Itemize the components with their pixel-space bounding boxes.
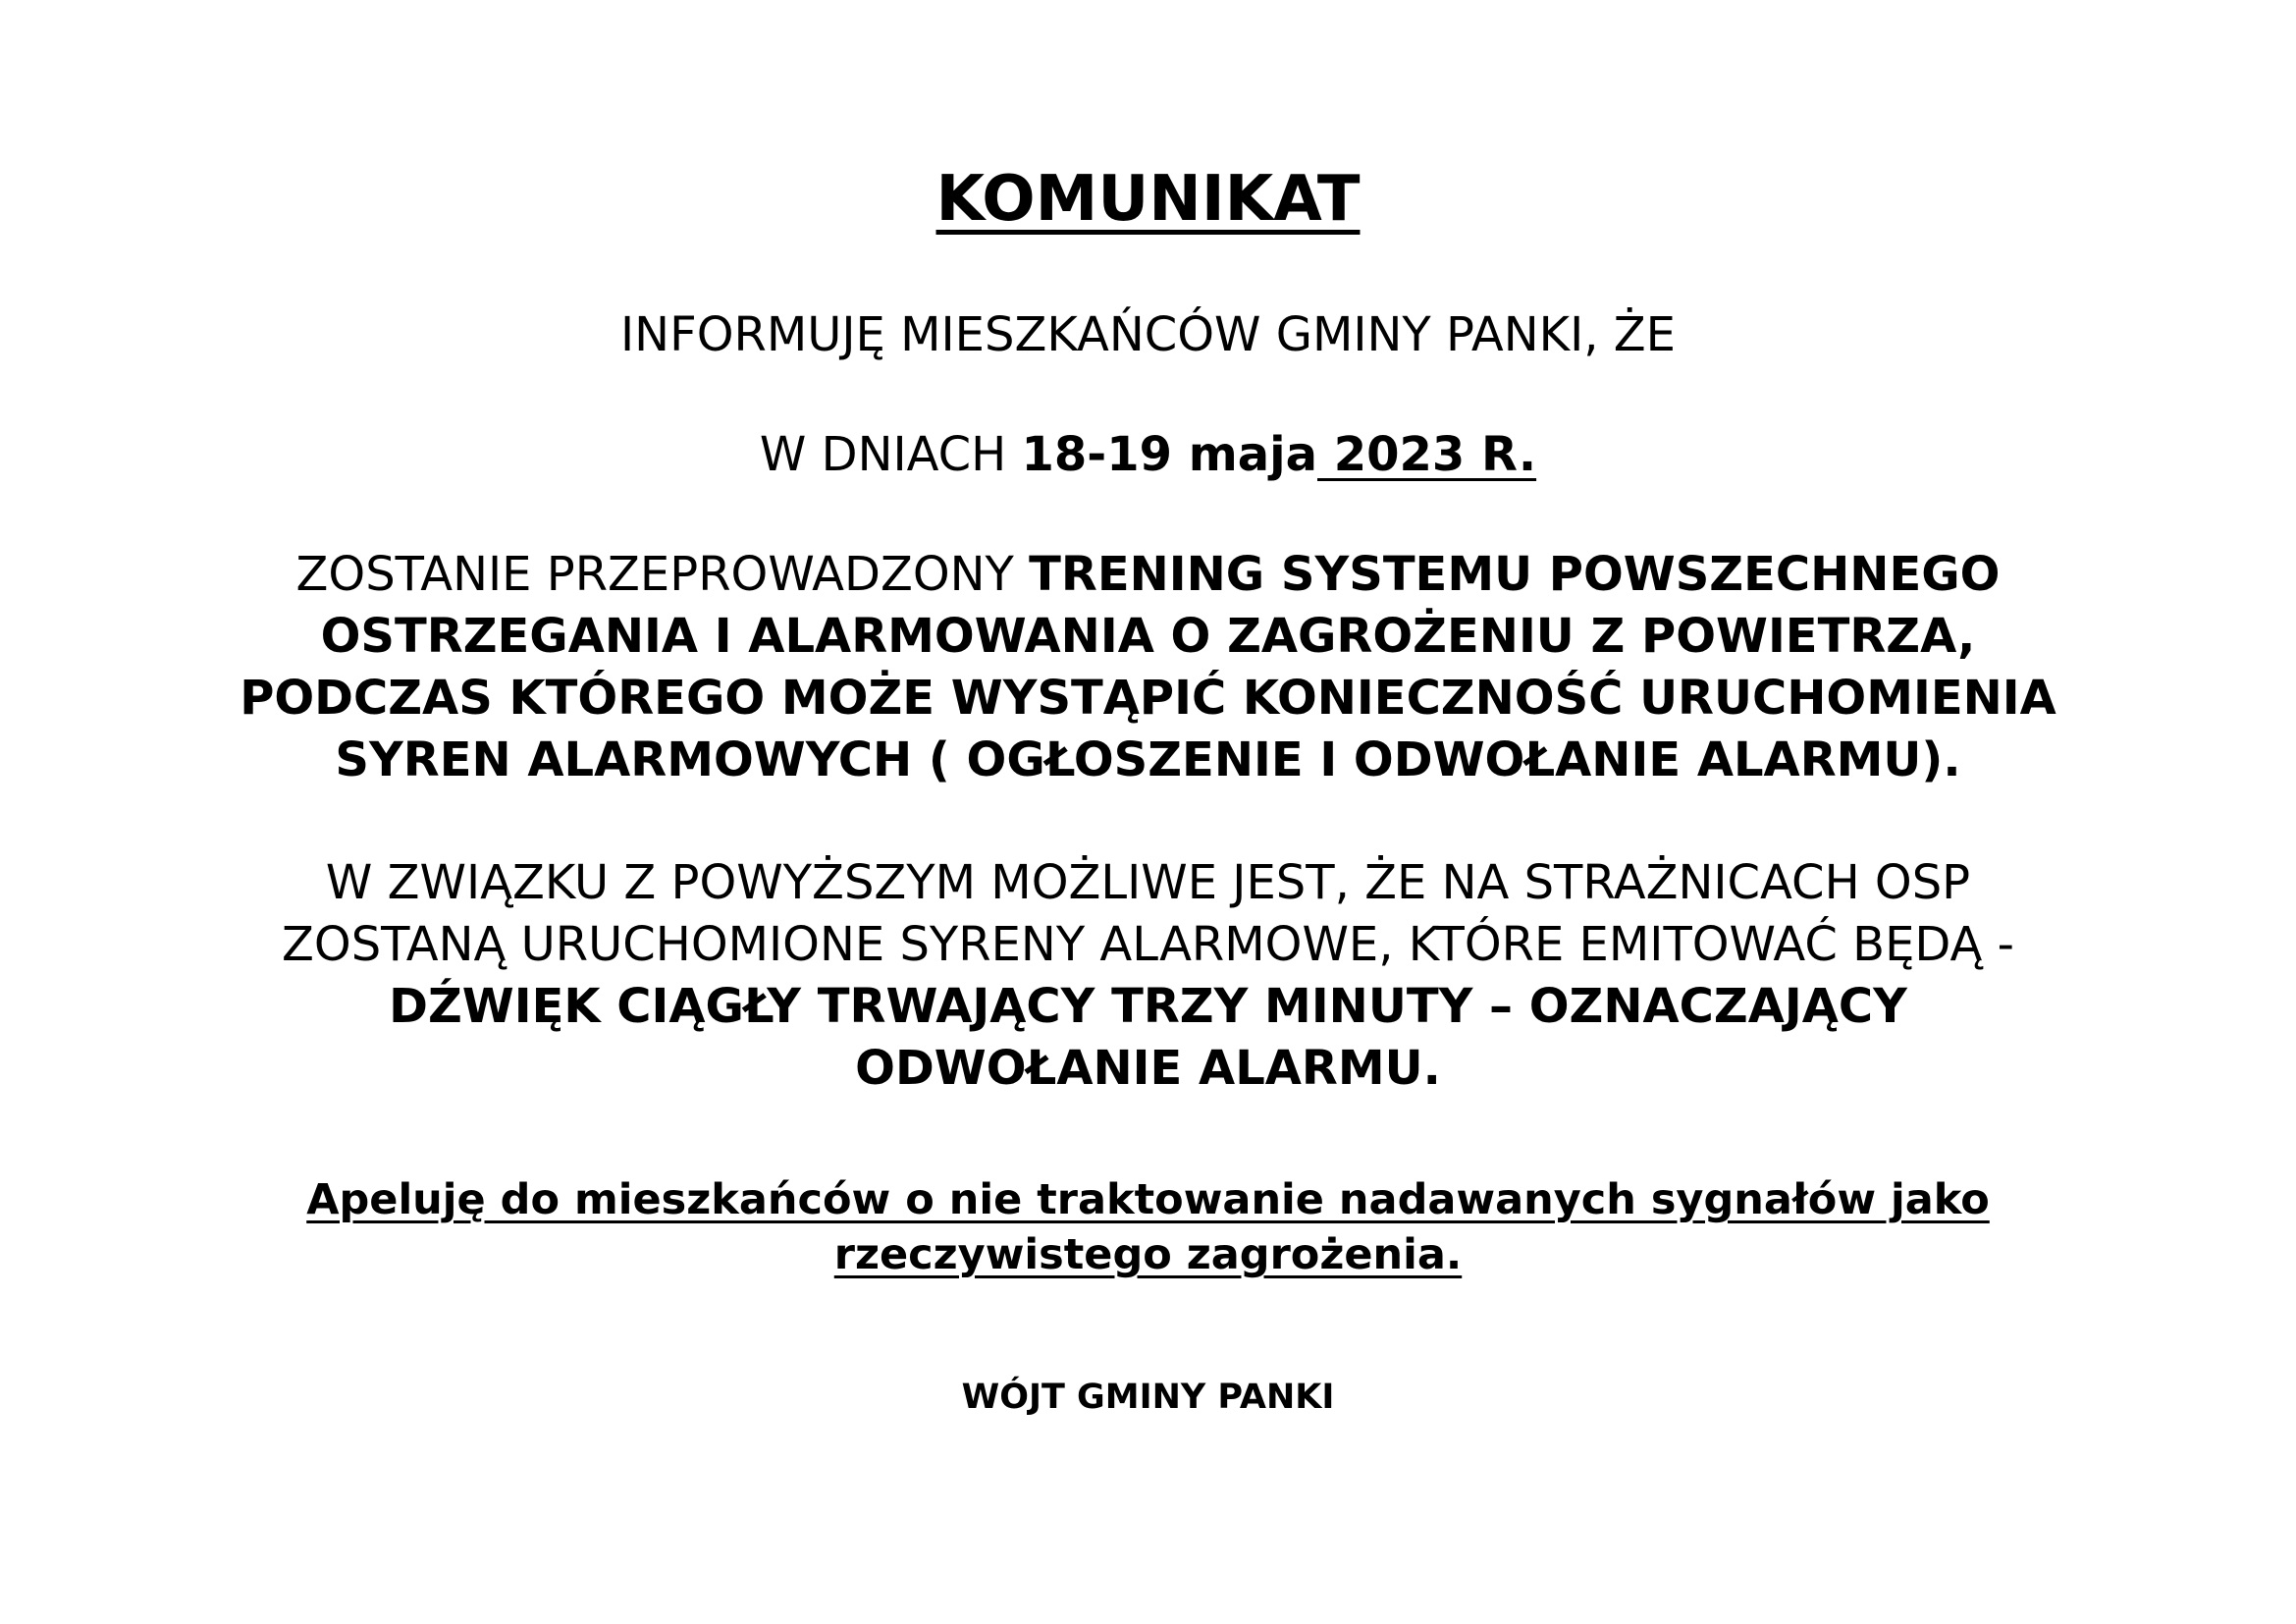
sirens-line-1: W ZWIĄZKU Z POWYŻSZYM MOŻLIWE JEST, ŻE NA STRAŻNICACH OSP	[325, 855, 1971, 910]
sirens-bold-4: ODWOŁANIE ALARMU.	[855, 1041, 1441, 1096]
training-lead: ZOSTANIE PRZEPROWADZONY	[295, 547, 1030, 602]
date-days: 18-19 maja	[1021, 427, 1317, 482]
training-bold-2: OSTRZEGANIA I ALARMOWANIA O ZAGROŻENIU Z POWIETRZA,	[320, 609, 1976, 664]
appeal-paragraph	[0, 1172, 2296, 1282]
training-paragraph	[0, 544, 2296, 791]
sirens-line-3	[0, 976, 2296, 1038]
training-bold-1: TRENING SYSTEMU POWSZECHNEGO	[1029, 547, 2001, 602]
appeal-text-2: rzeczywistego zagrożenia.	[833, 1230, 1463, 1279]
date-prefix: W DNIACH	[759, 427, 1022, 482]
sirens-line-4	[0, 1038, 2296, 1100]
training-line-2	[0, 606, 2296, 668]
announcement-title: KOMUNIKAT	[935, 163, 1361, 236]
sirens-paragraph	[0, 852, 2296, 1100]
sirens-bold-3: DŹWIĘK CIĄGŁY TRWAJĄCY TRZY MINUTY – OZNACZAJĄCY	[389, 979, 1907, 1034]
appeal-line-2	[0, 1227, 2296, 1282]
training-line-1	[0, 544, 2296, 606]
date-line	[0, 424, 2296, 486]
training-bold-4: SYREN ALARMOWYCH ( OGŁOSZENIE I ODWOŁANIE ALARMU).	[335, 732, 1961, 787]
intro-line: INFORMUJĘ MIESZKAŃCÓW GMINY PANKI, ŻE	[620, 307, 1676, 362]
training-bold-3: PODCZAS KTÓREGO MOŻE WYSTĄPIĆ KONIECZNOŚĆ URUCHOMIENIA	[240, 671, 2056, 726]
sirens-line-2: ZOSTANĄ URUCHOMIONE SYRENY ALARMOWE, KTÓRE EMITOWAĆ BĘDĄ -	[282, 917, 2014, 972]
training-line-4	[0, 730, 2296, 791]
appeal-text-1: Apeluję do mieszkańców o nie traktowanie nadawanych sygnałów jako	[306, 1175, 1990, 1224]
date-year: 2023 R.	[1316, 427, 1537, 482]
signature: WÓJT GMINY PANKI	[961, 1378, 1335, 1417]
appeal-line-1	[0, 1172, 2296, 1227]
training-line-3	[0, 668, 2296, 730]
